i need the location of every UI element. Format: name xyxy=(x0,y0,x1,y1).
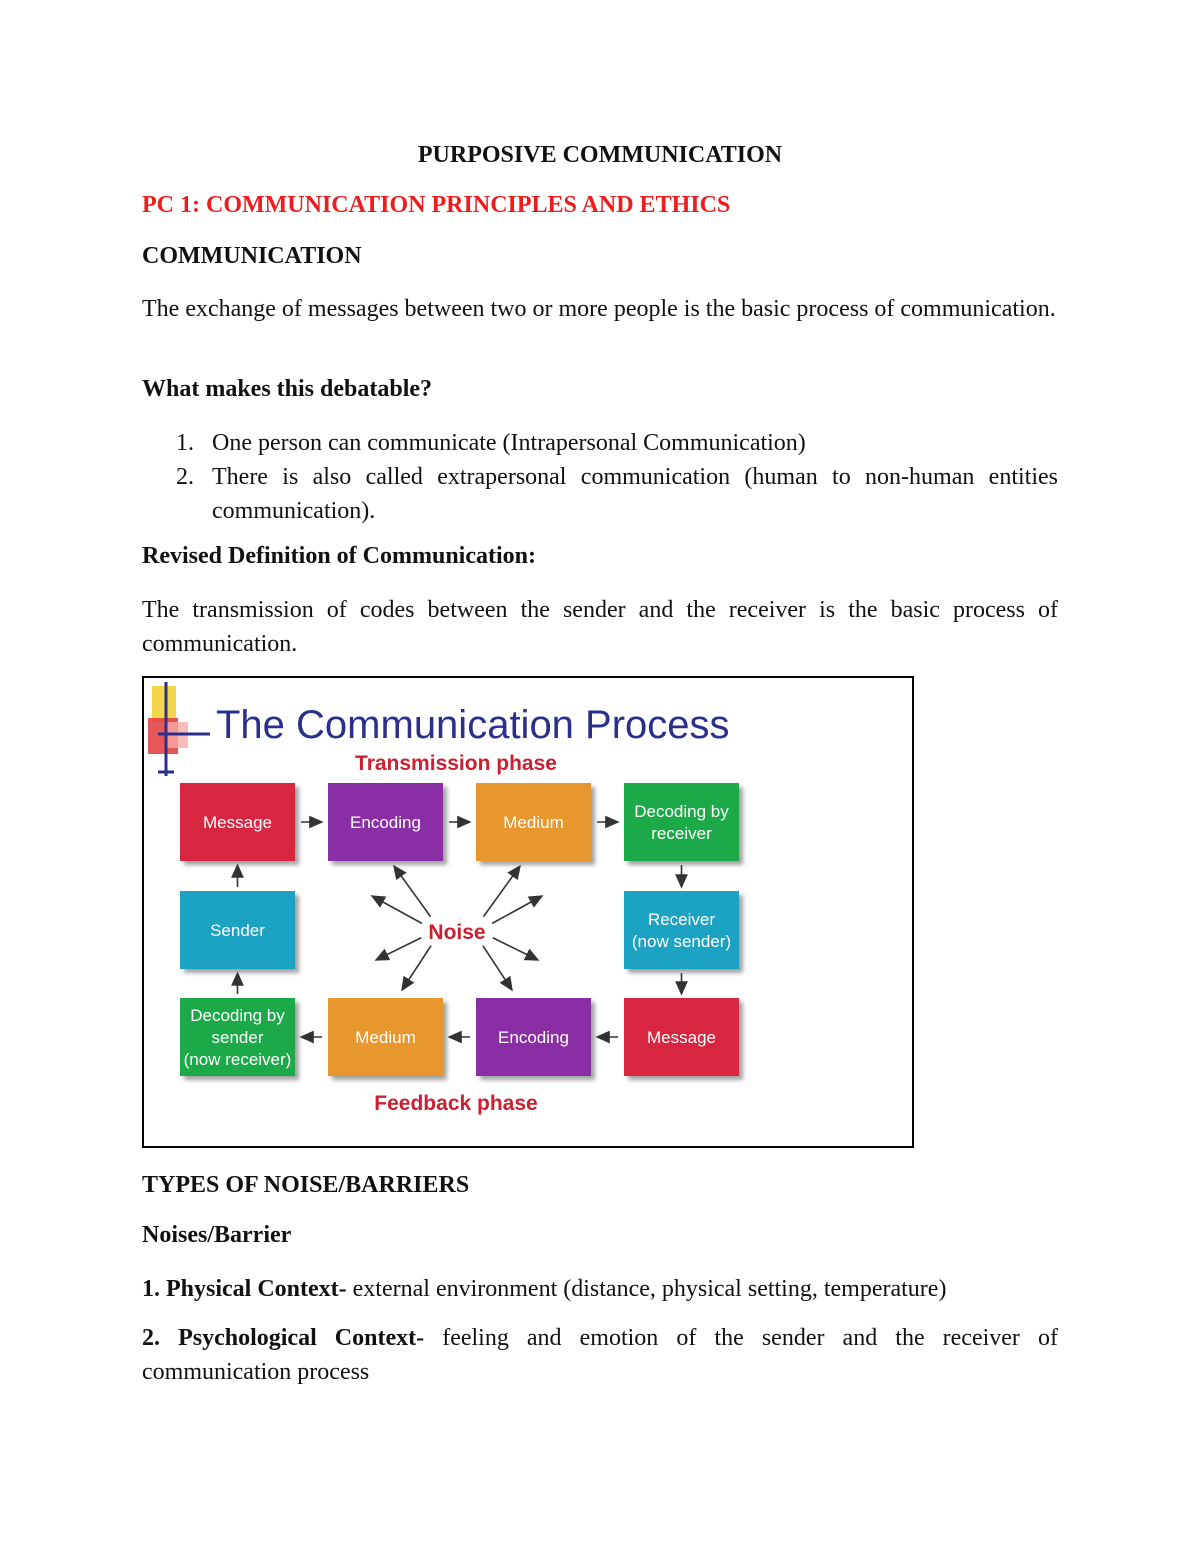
definition-paragraph: The exchange of messages between two or more people is the basic process of communication. xyxy=(142,296,1056,322)
box-label: Medium xyxy=(355,1028,416,1047)
revised-definition-paragraph: The transmission of codes between the sender and the receiver is the basic process of communication. xyxy=(142,597,1058,657)
box-label: Message xyxy=(203,813,272,832)
noise-item-text: external environment (distance, physical setting, temperature) xyxy=(346,1276,947,1302)
noise-item-physical xyxy=(142,1272,1058,1306)
noise-arrow xyxy=(376,938,421,960)
noise-arrow xyxy=(483,946,512,990)
box-encoding-top xyxy=(328,783,443,861)
debatable-heading: What makes this debatable? xyxy=(142,376,433,402)
box-label: (now sender) xyxy=(631,932,732,951)
box-sender xyxy=(180,891,295,969)
noise-arrow xyxy=(493,938,538,960)
box-label: Receiver xyxy=(647,910,716,929)
noise-item-psychological xyxy=(142,1321,1058,1389)
box-encoding-bottom xyxy=(476,998,591,1076)
box-message-top xyxy=(180,783,295,861)
box-medium-top xyxy=(476,783,591,861)
box-receiver xyxy=(624,891,739,969)
box-label: receiver xyxy=(651,824,712,843)
noise-arrow xyxy=(372,896,422,923)
list-number: 1. xyxy=(176,430,194,456)
box-label: Decoding by xyxy=(190,1006,285,1025)
noise-heading: TYPES OF NOISE/BARRIERS xyxy=(142,1172,470,1198)
box-label: Encoding xyxy=(498,1028,569,1047)
list-item xyxy=(142,426,1058,460)
noise-arrow xyxy=(492,896,542,923)
box-label: (now receiver) xyxy=(183,1050,292,1069)
box-label: Encoding xyxy=(350,813,421,832)
noise-item-label: 2. Psychological Context- xyxy=(142,1325,425,1351)
noise-arrow xyxy=(402,946,431,990)
box-decoding-receiver xyxy=(624,783,739,861)
noise-label: Noise xyxy=(428,921,486,944)
diagram-canvas xyxy=(144,678,912,1146)
box-fill xyxy=(624,891,739,969)
list-item-text: One person can communicate (Intrapersonal Communication) xyxy=(212,430,806,456)
communication-heading: COMMUNICATION xyxy=(142,243,362,269)
box-fill xyxy=(624,783,739,861)
box-label: Decoding by xyxy=(634,802,729,821)
feedback-phase-label: Feedback phase xyxy=(374,1092,538,1115)
revised-heading: Revised Definition of Communication: xyxy=(142,543,536,569)
box-label: Medium xyxy=(503,813,564,832)
noise-item-label: 1. Physical Context- xyxy=(142,1276,347,1302)
box-label: Sender xyxy=(210,921,265,940)
document-title: PURPOSIVE COMMUNICATION xyxy=(417,142,783,168)
box-label: sender xyxy=(211,1028,264,1047)
list-item-text: There is also called extrapersonal communication (human to non-human entities communication). xyxy=(212,464,1058,524)
noise-item-text: feeling and emotion of the sender and the receiver of communication process xyxy=(142,1325,1058,1385)
noise-subheading: Noises/Barrier xyxy=(142,1222,292,1248)
section-heading: PC 1: COMMUNICATION PRINCIPLES AND ETHICS xyxy=(142,192,731,218)
noise-arrow xyxy=(483,866,520,917)
box-decoding-sender xyxy=(180,998,295,1076)
box-label: Message xyxy=(647,1028,716,1047)
communication-process-diagram xyxy=(142,676,914,1148)
list-number: 2. xyxy=(176,464,194,490)
decorative-squares-logo xyxy=(148,682,210,776)
transmission-phase-label: Transmission phase xyxy=(355,752,557,775)
box-medium-bottom xyxy=(328,998,443,1076)
list-item xyxy=(142,460,1058,528)
diagram-title: The Communication Process xyxy=(216,703,730,747)
box-message-bottom xyxy=(624,998,739,1076)
noise-arrow xyxy=(394,866,431,917)
debatable-list xyxy=(142,426,1058,528)
